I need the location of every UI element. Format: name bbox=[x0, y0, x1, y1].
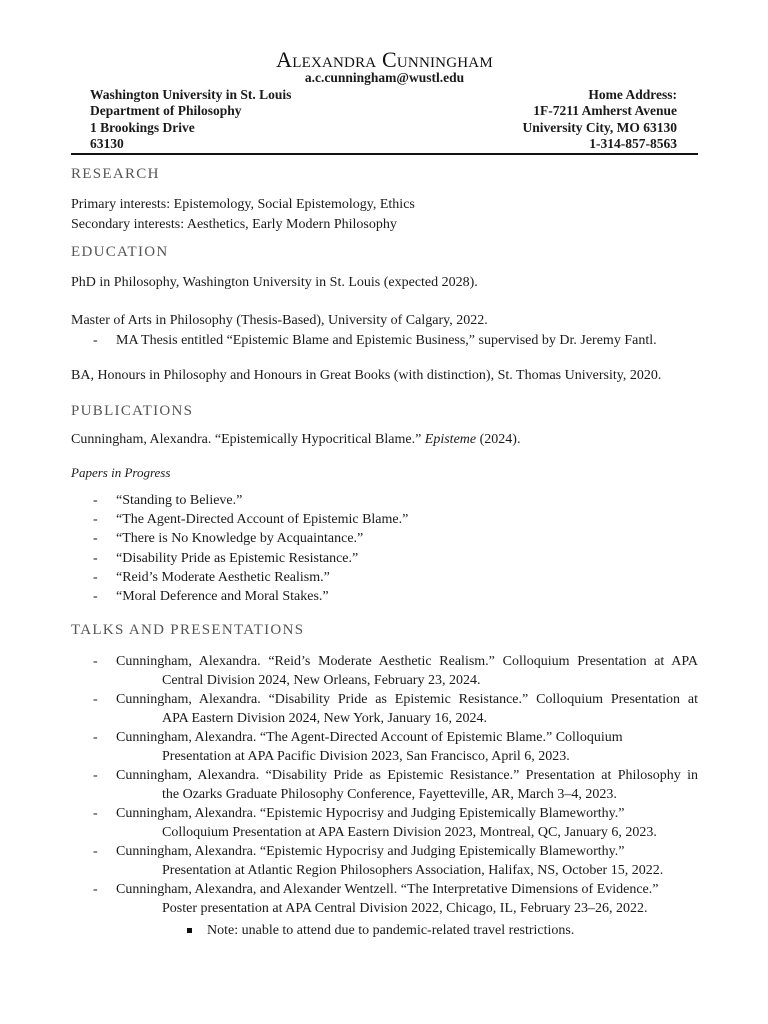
publication-citation: Cunningham, Alexandra. “Epistemically Hypocritical Blame.” bbox=[71, 432, 425, 447]
dash-bullet: - bbox=[93, 333, 98, 348]
section-heading-publications: PUBLICATIONS bbox=[71, 403, 194, 419]
publication-journal: Episteme bbox=[424, 432, 477, 447]
talk-line-2: APA Eastern Division 2024, New York, January 16, 2024. bbox=[162, 711, 487, 726]
dash-bullet: - bbox=[93, 844, 98, 859]
dash-bullet: - bbox=[93, 493, 98, 508]
ma-thesis: MA Thesis entitled “Epistemic Blame and Epistemic Business,” supervised by Dr. Jeremy Fantl. bbox=[116, 333, 657, 348]
papers-in-progress-label: Papers in Progress bbox=[71, 465, 171, 480]
talk-item bbox=[71, 842, 698, 880]
education-phd: PhD in Philosophy, Washington University in St. Louis (expected 2028). bbox=[71, 275, 478, 290]
ma-thesis-list bbox=[71, 331, 698, 350]
home-address bbox=[523, 87, 678, 152]
work-address-line: 1 Brookings Drive bbox=[90, 119, 195, 135]
talk-item bbox=[71, 690, 698, 728]
talk-line-1: Cunningham, Alexandra, and Alexander Wentzell. “The Interpretative Dimensions of Evidence.” bbox=[116, 882, 659, 897]
talk-line-1: Cunningham, Alexandra. “The Agent-Directed Account of Epistemic Blame.” Colloquium bbox=[116, 730, 623, 745]
talk-line-2: Poster presentation at APA Central Division 2022, Chicago, IL, February 23–26, 2022. bbox=[162, 901, 648, 916]
cv-name: Alexandra Cunningham bbox=[276, 47, 493, 72]
home-address-label: Home Address: bbox=[588, 87, 677, 102]
list-item bbox=[71, 568, 698, 587]
section-heading-talks: TALKS AND PRESENTATIONS bbox=[71, 622, 305, 638]
paper-title: “Standing to Believe.” bbox=[116, 493, 243, 508]
talk-line-1: Cunningham, Alexandra. “Disability Pride as Epistemic Resistance.” Colloquium Presentation at bbox=[116, 692, 698, 707]
dash-bullet: - bbox=[93, 806, 98, 821]
work-address-line: 63130 bbox=[90, 135, 124, 151]
paper-title: “There is No Knowledge by Acquaintance.” bbox=[116, 531, 364, 547]
list-item bbox=[71, 331, 698, 350]
publication-year: (2024). bbox=[476, 432, 521, 447]
talk-line-1: Cunningham, Alexandra. “Disability Pride as Epistemic Resistance.” Presentation at Philosophy in bbox=[116, 768, 698, 783]
dash-bullet: - bbox=[93, 512, 98, 528]
dash-bullet: - bbox=[93, 550, 98, 566]
dash-bullet: - bbox=[93, 589, 98, 605]
research-primary: Primary interests: Epistemology, Social Epistemology, Ethics bbox=[71, 197, 415, 212]
section-heading-research: RESEARCH bbox=[71, 166, 160, 182]
home-address-line: University City, MO 63130 bbox=[522, 119, 677, 135]
publication-entry bbox=[71, 432, 520, 448]
dash-bullet: - bbox=[93, 692, 98, 707]
talk-note bbox=[71, 921, 574, 940]
talk-line-2: the Ozarks Graduate Philosophy Conference, Fayetteville, AR, March 3–4, 2023. bbox=[162, 787, 617, 802]
talk-line-2: Presentation at APA Pacific Division 2023, San Francisco, April 6, 2023. bbox=[162, 749, 570, 764]
talk-line-1: Cunningham, Alexandra. “Epistemic Hypocrisy and Judging Epistemically Blameworthy.” bbox=[116, 806, 625, 821]
paper-title: “Moral Deference and Moral Stakes.” bbox=[116, 589, 329, 605]
talk-item bbox=[71, 804, 698, 842]
talk-line-2: Colloquium Presentation at APA Eastern Division 2023, Montreal, QC, January 6, 2023. bbox=[162, 825, 657, 840]
talk-note-text: Note: unable to attend due to pandemic-related travel restrictions. bbox=[207, 923, 575, 938]
home-address-line: 1F-7211 Amherst Avenue bbox=[533, 103, 677, 119]
talk-line-1: Cunningham, Alexandra. “Epistemic Hypocrisy and Judging Epistemically Blameworthy.” bbox=[116, 844, 625, 859]
research-secondary: Secondary interests: Aesthetics, Early Modern Philosophy bbox=[71, 217, 397, 232]
paper-title: “Disability Pride as Epistemic Resistance.” bbox=[116, 550, 359, 566]
header-divider bbox=[71, 153, 698, 155]
talk-line-1: Cunningham, Alexandra. “Reid’s Moderate Aesthetic Realism.” Colloquium Presentation at APA bbox=[116, 654, 698, 669]
paper-title: “The Agent-Directed Account of Epistemic Blame.” bbox=[116, 512, 409, 528]
dash-bullet: - bbox=[93, 569, 98, 585]
education-ba: BA, Honours in Philosophy and Honours in Great Books (with distinction), St. Thomas University, 2020. bbox=[71, 368, 662, 383]
dash-bullet: - bbox=[93, 768, 98, 783]
talk-item bbox=[71, 652, 698, 690]
talk-item bbox=[71, 766, 698, 804]
talk-line-2: Presentation at Atlantic Region Philosophers Association, Halifax, NS, October 15, 2022. bbox=[162, 863, 664, 878]
education-ma: Master of Arts in Philosophy (Thesis-Based), University of Calgary, 2022. bbox=[71, 313, 488, 328]
work-address-line: Department of Philosophy bbox=[90, 103, 242, 119]
list-item bbox=[71, 549, 698, 568]
list-item bbox=[71, 491, 698, 510]
list-item bbox=[71, 510, 698, 529]
home-phone: 1-314-857-8563 bbox=[589, 135, 677, 151]
list-item bbox=[71, 529, 698, 548]
talk-item bbox=[71, 728, 698, 766]
dash-bullet: - bbox=[93, 531, 98, 547]
list-item bbox=[71, 587, 698, 606]
dash-bullet: - bbox=[93, 730, 98, 745]
square-bullet-icon bbox=[187, 928, 192, 933]
contact-email: a.c.cunningham@wustl.edu bbox=[304, 70, 465, 85]
section-heading-education: EDUCATION bbox=[71, 244, 169, 260]
work-address bbox=[90, 87, 291, 152]
dash-bullet: - bbox=[93, 882, 98, 897]
work-address-line: Washington University in St. Louis bbox=[90, 87, 292, 102]
talk-line-2: Central Division 2024, New Orleans, February 23, 2024. bbox=[162, 673, 481, 688]
talks-list bbox=[71, 652, 698, 918]
talk-item bbox=[71, 880, 698, 918]
paper-title: “Reid’s Moderate Aesthetic Realism.” bbox=[116, 569, 330, 585]
papers-in-progress-list bbox=[71, 491, 698, 606]
dash-bullet: - bbox=[93, 654, 98, 669]
